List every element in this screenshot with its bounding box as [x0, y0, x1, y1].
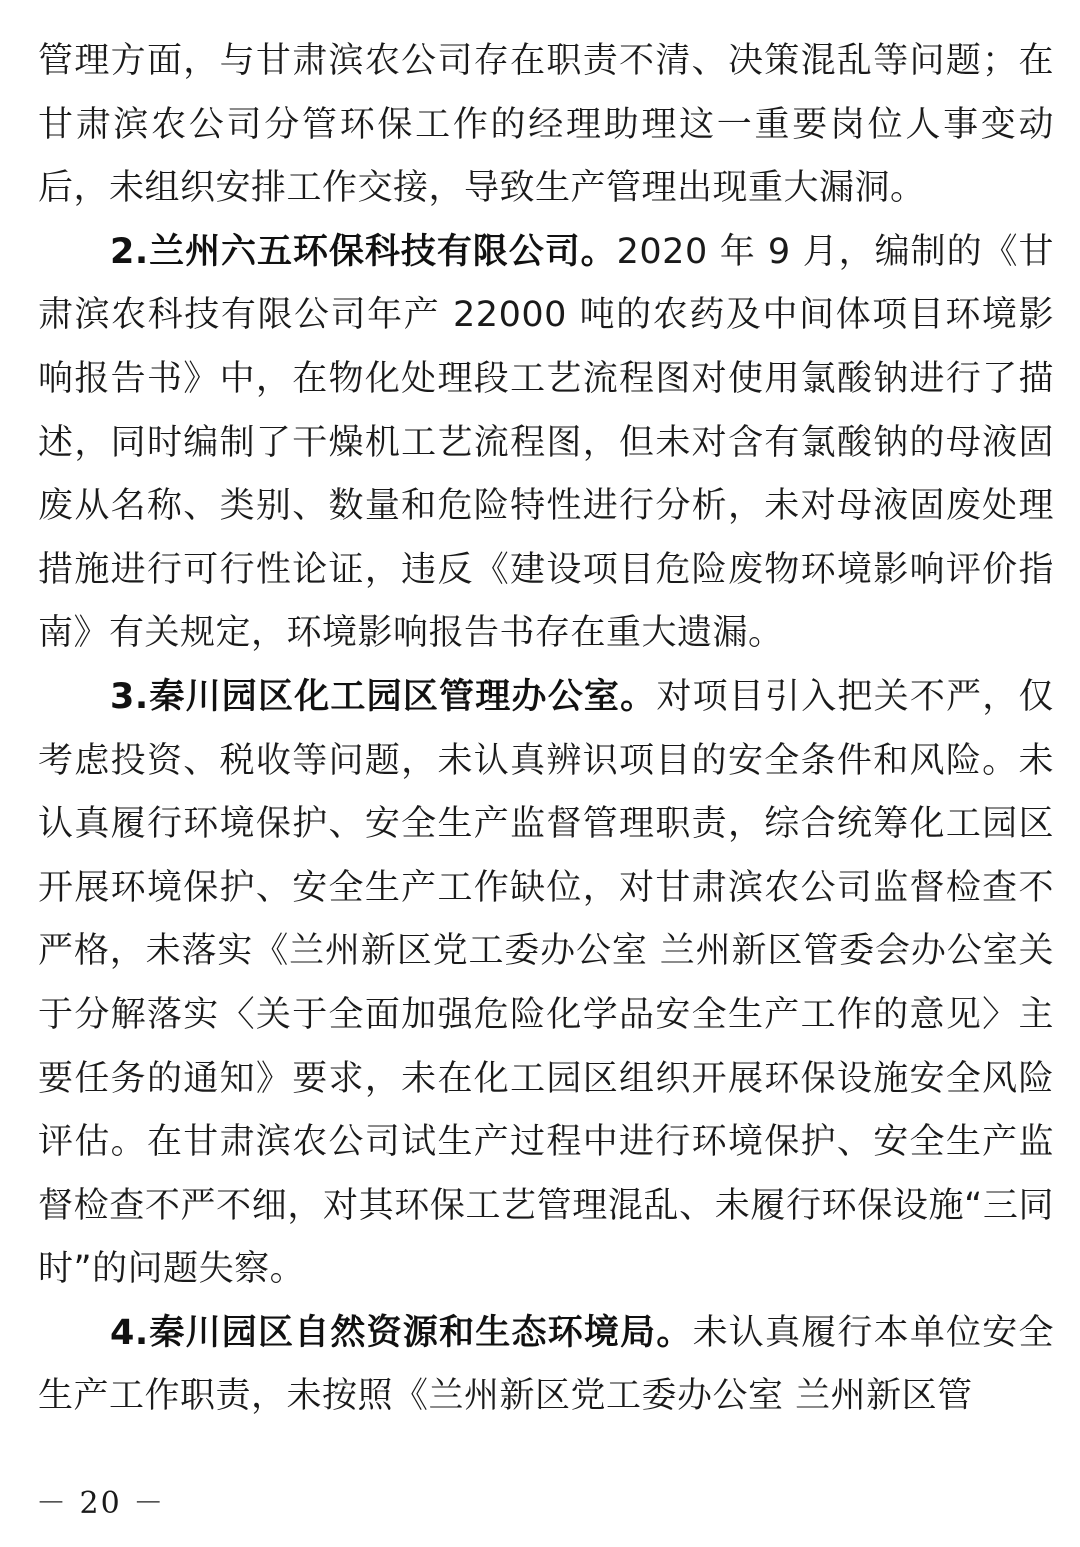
page-number: － 20 －	[36, 1486, 166, 1521]
paragraph-item-4	[38, 1302, 1054, 1429]
paragraph-body-text: 对项目引入把关不严，仅考虑投资、税收等问题，未认真辨识项目的安全条件和风险。未认真履行环境保护、安全生产监督管理职责，综合统筹化工园区开展环境保护、安全生产工作缺位，对甘肃滨农公司监督检查不严格，未落实《兰州新区党工委办公室 兰州新区管委会办公室关于分解落实〈关于全面加强危险化学品安全生产工作的意见〉主要任务的通知》要求，未在化工园区组织开展环保设施安全风险评估。在甘肃滨农公司试生产过程中进行环境保护、安全生产监督检查不严不细，对其环保工艺管理混乱、未履行环保设施“三同时”的问题失察。	[38, 676, 1054, 1290]
paragraph-body-text: 管理方面，与甘肃滨农公司存在职责不清、决策混乱等问题；在甘肃滨农公司分管环保工作的经理助理这一重要岗位人事变动后，未组织安排工作交接，导致生产管理出现重大漏洞。	[38, 41, 1054, 209]
paragraph-item-2	[38, 221, 1054, 666]
document-body	[38, 30, 1054, 1429]
paragraph-heading: 2.兰州六五环保科技有限公司。	[110, 231, 617, 272]
paragraph-continuation	[38, 30, 1054, 221]
paragraph-body-text: 2020 年 9 月，编制的《甘肃滨农科技有限公司年产 22000 吨的农药及中间体项目环境影响报告书》中，在物化处理段工艺流程图对使用氯酸钠进行了描述，同时编制了干燥机工艺流程图，但未对含有氯酸钠的母液固废从名称、类别、数量和危险特性进行分析，未对母液固废处理措施进行可行性论证，违反《建设项目危险废物环境影响评价指南》有关规定，环境影响报告书存在重大遗漏。	[38, 231, 1054, 654]
paragraph-heading: 3.秦川园区化工园区管理办公室。	[110, 676, 657, 717]
paragraph-body-text: 未认真履行本单位安全生产工作职责，未按照《兰州新区党工委办公室 兰州新区管	[38, 1312, 1054, 1417]
paragraph-heading: 4.秦川园区自然资源和生态环境局。	[110, 1312, 693, 1353]
paragraph-item-3	[38, 666, 1054, 1302]
